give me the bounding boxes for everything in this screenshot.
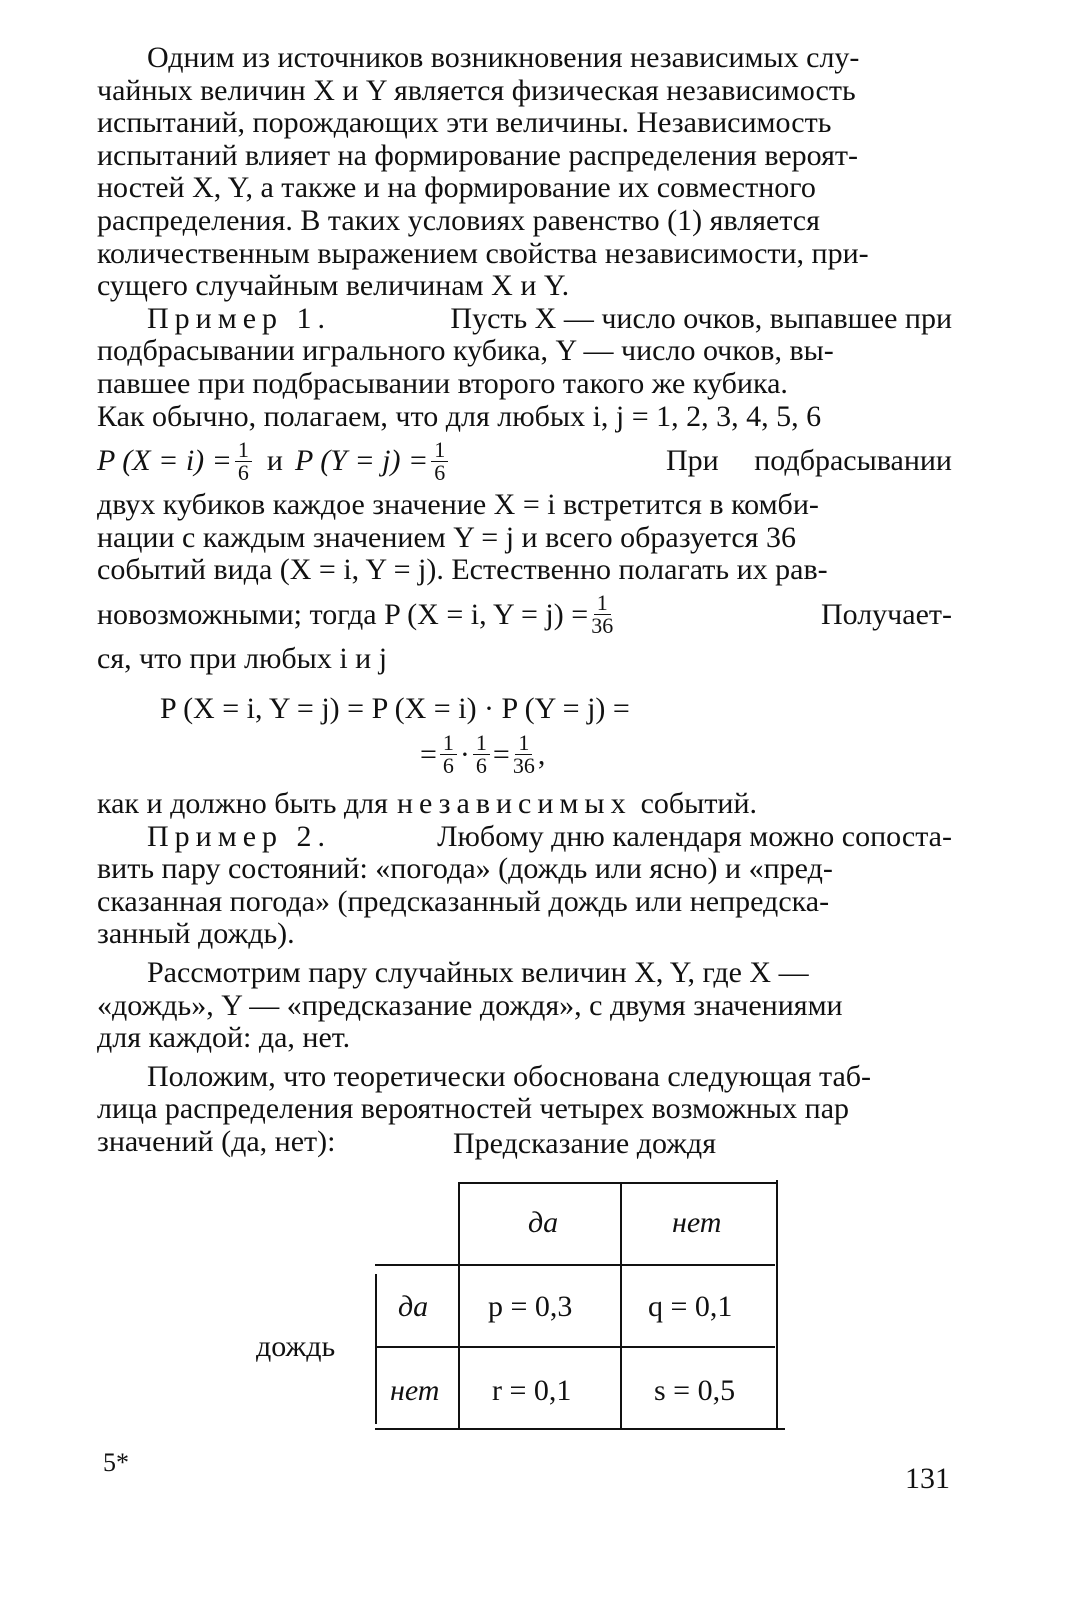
example-1	[97, 303, 952, 676]
fraction: $\frac{1}{6}$	[473, 732, 490, 777]
text-line: занный дождь).	[97, 917, 295, 951]
text-line	[97, 788, 952, 821]
text-span: P (Y = j) =	[294, 444, 429, 478]
page-number: 131	[905, 1462, 950, 1495]
text-line: сказанная погода» (предсказанный дождь или непредска-	[97, 884, 830, 918]
text-line: испытаний влияет на формирование распределения вероят-	[97, 138, 858, 172]
text-span: Получает-	[820, 597, 952, 631]
probability-line	[97, 587, 952, 643]
text-span: Пусть X — число очков, выпавшее при	[450, 301, 952, 335]
text-span: как и должно быть для	[97, 787, 388, 820]
example-1-label: Пример 1.	[147, 301, 332, 335]
text-line: чайных величин X и Y является физическая независимость	[97, 73, 856, 107]
row-header: да	[398, 1290, 429, 1323]
text-line: Как обычно, полагаем, что для любых i, j = 1, 2, 3, 4, 5, 6	[97, 399, 822, 433]
text-line: Одним из источников возникновения независимых слу-	[147, 41, 860, 74]
fraction: $\frac{1}{6}$	[431, 439, 448, 484]
table-rule	[458, 1182, 778, 1184]
fraction: $\frac{1}{36}$	[512, 730, 535, 778]
text-span: и	[266, 444, 283, 478]
text-line: количественным выражением свойства независимости, при-	[97, 236, 869, 270]
table-rule	[375, 1264, 775, 1266]
row-header: нет	[390, 1374, 440, 1407]
probability-line	[97, 433, 952, 489]
fraction: $\frac{1}{36}$	[591, 590, 614, 639]
text-line: павшее при подбрасывании второго такого же кубика.	[97, 366, 788, 400]
table-cell: r = 0,1	[492, 1374, 572, 1407]
table-rule	[458, 1184, 460, 1429]
text-line: Рассмотрим пару случайных величин X, Y, где X —	[147, 955, 809, 989]
text-line: событий вида (X = i, Y = j). Естественно полагать их рав-	[97, 553, 828, 587]
table-rule	[375, 1274, 377, 1424]
fraction: $\frac{1}{6}$	[235, 439, 252, 484]
text-line: Положим, что теоретически обоснована следующая таб-	[147, 1059, 872, 1093]
text-span: При подбрасывании	[666, 444, 952, 478]
text-span: =	[492, 737, 510, 771]
text-line: двух кубиков каждое значение X = i встретится в комби-	[97, 488, 819, 522]
text-line: ся, что при любых i и j	[97, 641, 388, 675]
text-line	[97, 303, 952, 336]
text-line: для каждой: да, нет.	[97, 1021, 351, 1055]
table-cell: s = 0,5	[654, 1374, 736, 1407]
text-line: лица распределения вероятностей четырех возможных пар	[97, 1092, 850, 1126]
table-column-title: Предсказание дождя	[453, 1127, 716, 1160]
text-span: ·	[459, 737, 470, 771]
page-text	[97, 42, 952, 676]
text-line: сущего случайным величинам X и Y.	[97, 269, 570, 303]
text-line: вить пару состояний: «погода» (дождь или ясно) и «пред-	[97, 852, 833, 886]
text-line: значений (да, нет):	[97, 1124, 336, 1158]
signature-mark: 5*	[103, 1448, 129, 1477]
table-rule	[620, 1184, 622, 1429]
table-rule	[375, 1346, 775, 1348]
text-line: нации с каждым значением Y = j и всего образуется 36	[97, 520, 796, 554]
text-line: «дождь», Y — «предсказание дождя», с двумя значениями	[97, 988, 843, 1022]
table-cell: q = 0,1	[648, 1290, 733, 1323]
intro-paragraph	[97, 42, 952, 303]
formula-line-1: P (X = i, Y = j) = P (X = i) · P (Y = j) =	[160, 692, 630, 725]
text-line: распределения. В таких условиях равенство (1) является	[97, 203, 820, 237]
fraction: $\frac{1}{6}$	[440, 732, 457, 777]
table-cell: p = 0,3	[488, 1290, 573, 1323]
col-header: да	[528, 1206, 559, 1239]
table-rule	[776, 1180, 778, 1428]
formula-line-2	[420, 732, 545, 777]
table-rule	[375, 1428, 785, 1430]
example-2-label: Пример 2.	[147, 819, 332, 853]
col-header: нет	[672, 1206, 722, 1239]
page-text-lower	[97, 788, 952, 1159]
row-title: дождь	[256, 1330, 336, 1363]
example-2	[97, 821, 952, 951]
text-span: P (X = i) =	[97, 444, 232, 478]
text-line: испытаний, порождающих эти величины. Независимость	[97, 106, 832, 140]
text-line: подбрасывании игрального кубика, Y — число очков, вы-	[97, 334, 834, 368]
text-span: новозможными; тогда P (X = i, Y = j) =	[97, 597, 589, 631]
text-span: событий.	[640, 787, 758, 820]
text-span: ,	[537, 737, 546, 771]
text-span: Любому дню календаря можно сопоста-	[437, 819, 952, 853]
text-span: =	[420, 737, 437, 771]
consider-paragraph	[97, 957, 952, 1055]
text-span: независимых	[396, 787, 632, 820]
text-line: ностей X, Y, а также и на формирование их совместного	[97, 171, 816, 205]
text-line	[97, 821, 952, 854]
